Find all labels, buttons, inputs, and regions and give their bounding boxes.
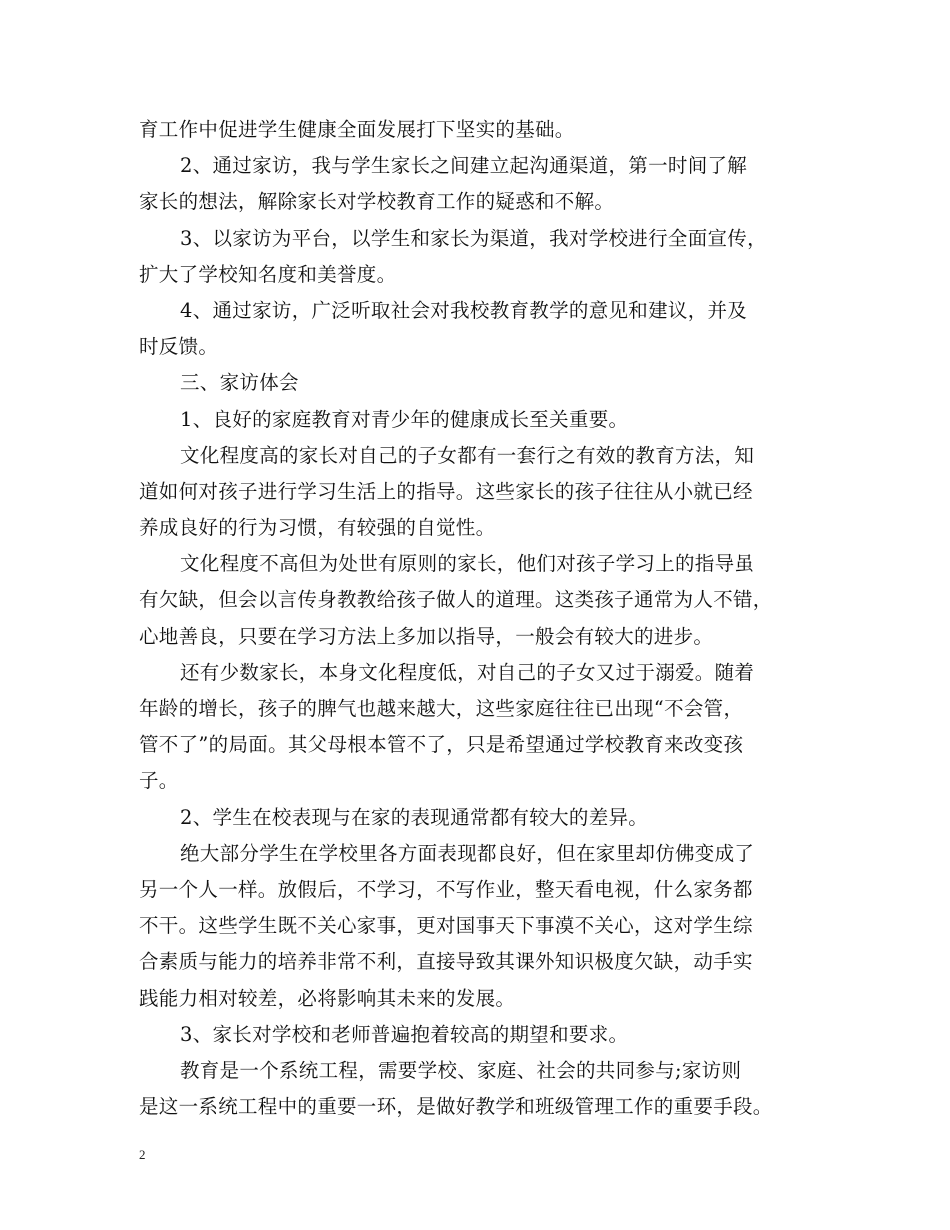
text-line: 子。	[139, 769, 179, 793]
text-line: 育工作中促进学生健康全面发展打下坚实的基础。	[139, 118, 575, 141]
text-line: 1、良好的家庭教育对青少年的健康成长至关重要。	[180, 407, 629, 431]
text-line: 3、以家访为平台，以学生和家长为渠道，我对学校进行全面宣传，	[180, 226, 767, 250]
text-line: 管不了”的局面。其父母根本管不了，只是希望通过学校教育来改变孩	[139, 733, 744, 757]
text-line: 还有少数家长，本身文化程度低，对自己的子女又过于溺爱。随着	[180, 660, 755, 684]
text-line: 道如何对孩子进行学习生活上的指导。这些家长的孩子往往从小就已经	[139, 479, 753, 503]
page-number: 2	[139, 1147, 146, 1162]
text-line: 3、家长对学校和老师普遍抱着较高的期望和要求。	[180, 1022, 629, 1046]
text-line: 年龄的增长，孩子的脾气也越来越大，这些家庭往往已出现“不会管，	[139, 697, 744, 720]
text-line: 时反馈。	[139, 335, 219, 359]
text-line: 有欠缺，但会以言传身教教给孩子做人的道理。这类孩子通常为人不错，	[139, 588, 773, 612]
text-line: 扩大了学校知名度和美誉度。	[139, 262, 397, 286]
text-line: 2、学生在校表现与在家的表现通常都有较大的差异。	[180, 805, 649, 829]
text-line: 合素质与能力的培养非常不利，直接导致其课外知识极度欠缺，动手实	[139, 950, 753, 974]
text-line: 绝大部分学生在学校里各方面表现都良好，但在家里却仿佛变成了	[180, 841, 755, 865]
text-line: 养成良好的行为习惯，有较强的自觉性。	[139, 516, 496, 540]
text-line: 是这一系统工程中的重要一环，是做好教学和班级管理工作的重要手段。	[139, 1095, 773, 1119]
document-body	[139, 112, 829, 1125]
text-line: 4、通过家访，广泛听取社会对我校教育教学的意见和建议，并及	[180, 298, 748, 322]
text-line: 不干。这些学生既不关心家事，更对国事天下事漠不关心，这对学生综	[139, 914, 753, 938]
text-line: 三、家访体会	[180, 371, 299, 395]
text-line: 践能力相对较差，必将影响其未来的发展。	[139, 986, 516, 1010]
text-line: 文化程度高的家长对自己的子女都有一套行之有效的教育方法，知	[180, 443, 755, 467]
text-line: 心地善良，只要在学习方法上多加以指导，一般会有较大的进步。	[139, 624, 714, 648]
text-line: 另一个人一样。放假后，不学习，不写作业，整天看电视，什么家务都	[139, 877, 753, 901]
text-line: 2、通过家访，我与学生家长之间建立起沟通渠道，第一时间了解	[180, 154, 748, 178]
text-line: 文化程度不高但为处世有原则的家长，他们对孩子学习上的指导虽	[180, 552, 755, 576]
text-line: 家长的想法，解除家长对学校教育工作的疑惑和不解。	[139, 190, 615, 214]
text-line: 教育是一个系统工程，需要学校、家庭、社会的共同参与;家访则	[180, 1058, 742, 1082]
